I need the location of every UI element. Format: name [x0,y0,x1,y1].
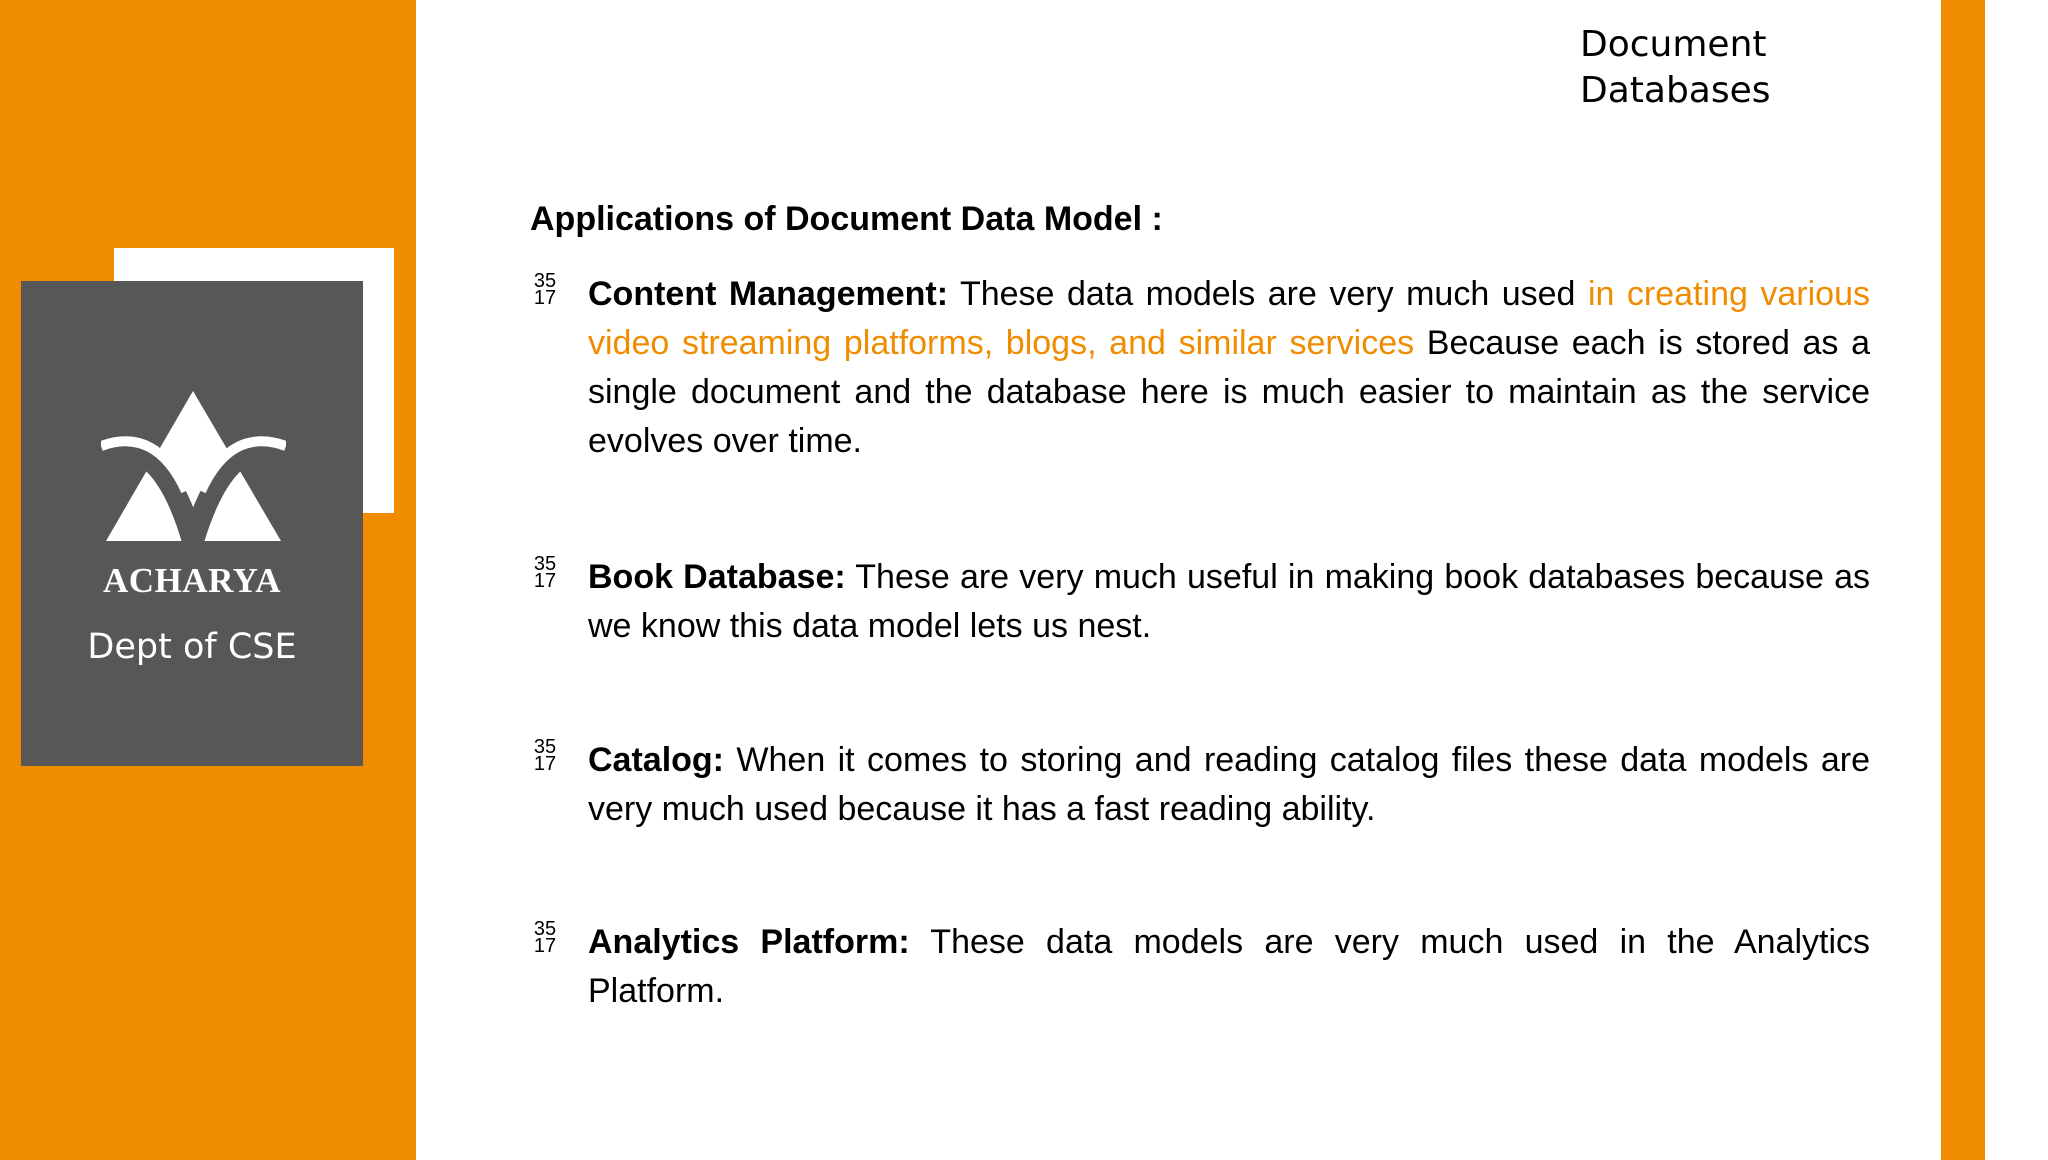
right-accent-stripe [1941,0,1985,1160]
bullet-marker-top: 35 [533,553,557,575]
list-item-book-database [530,553,1870,651]
item-text: These data models are very much used in the Analytics Platform. [588,923,1871,1010]
logo-card [21,281,363,766]
bullet-marker [530,736,560,775]
bullet-marker-top: 35 [533,270,557,292]
acharya-logo-icon [101,391,286,561]
item-label: Content Management: [588,275,949,313]
list-item-catalog [530,736,1870,834]
item-text: When it comes to storing and reading catalog files these data models are very much used because it has a fast reading ability. [588,741,1870,828]
item-text: These data models are very much used [948,275,1588,313]
bullet-marker-bottom: 17 [533,570,557,592]
bullet-marker-bottom: 17 [533,287,557,309]
item-label: Catalog: [588,741,724,779]
bullet-marker [530,553,560,592]
item-label: Analytics Platform: [588,923,910,961]
list-item-analytics-platform [530,918,1870,1016]
bullet-marker-top: 35 [533,918,557,940]
bullet-marker-top: 35 [533,736,557,758]
highlighted-text: in creating various video streaming platforms, blogs, and similar services [588,275,1870,362]
department-label: Dept of CSE [87,627,297,667]
item-text: These are very much useful in making book databases because as we know this data model lets us nest. [588,558,1870,645]
list-item-content-management [530,270,1870,466]
logo-wordmark: ACHARYA [103,561,281,600]
item-text-continued: Because each is stored as a single document and the database here is much easier to maintain as the service evolves over time. [588,324,1870,460]
item-label: Book Database: [588,558,846,596]
bullet-marker-bottom: 17 [533,753,557,775]
section-heading: Applications of Document Data Model : [530,200,1163,238]
bullet-marker [530,918,560,957]
slide-title: Document Databases [1580,24,1771,111]
bullet-marker [530,270,560,309]
bullet-marker-bottom: 17 [533,935,557,957]
